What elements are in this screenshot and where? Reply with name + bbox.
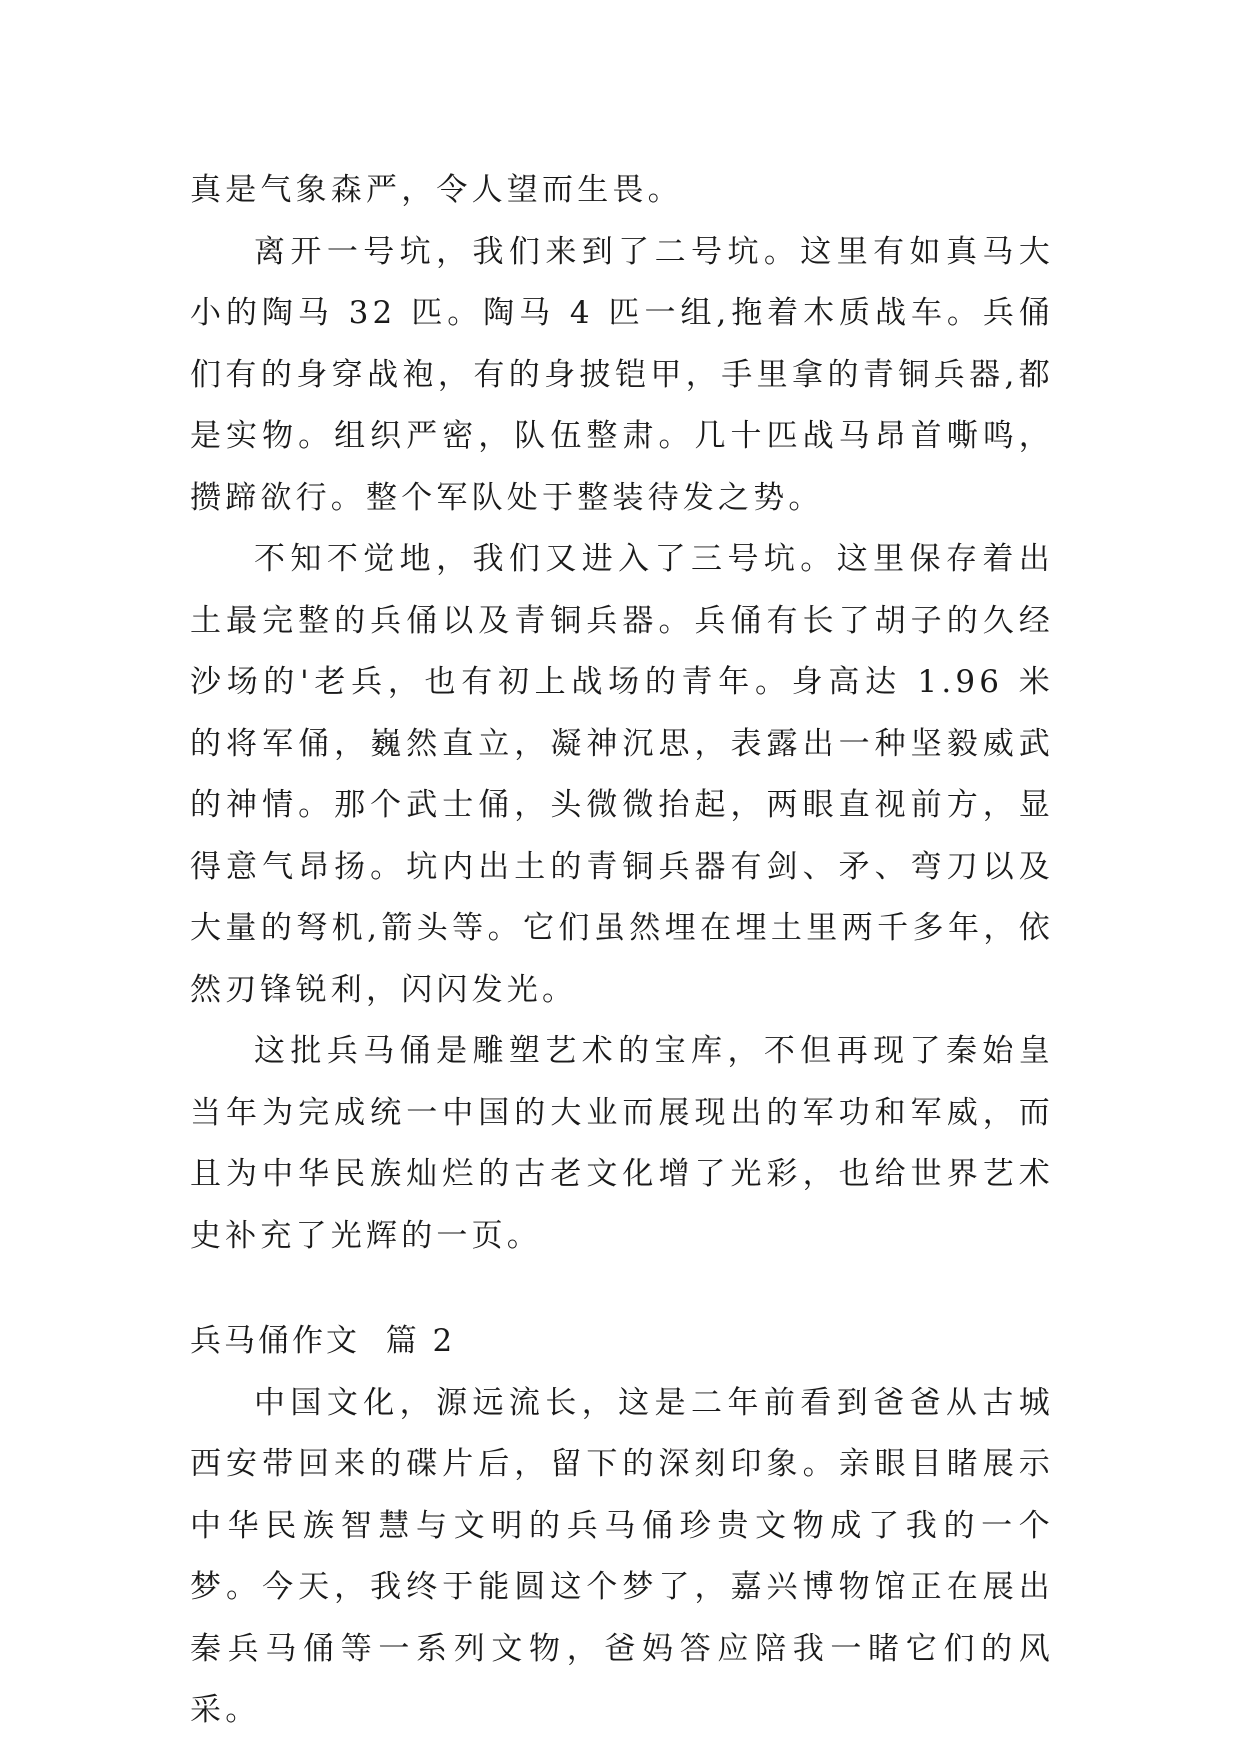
section-heading: 兵马俑作文 篇 2 xyxy=(190,1323,456,1359)
document-page xyxy=(190,160,1054,1742)
section-spacer xyxy=(190,1267,1054,1311)
paragraph-section2-intro: 中国文化，源远流长，这是二年前看到爸爸从古城西安带回来的碟片后，留下的深刻印象。亲眼目睹展示中华民族智慧与文明的兵马俑珍贵文物成了我的一个梦。今天，我终于能圆这个梦了，嘉兴博物馆正在展出秦兵马俑等一系列文物，爸妈答应陪我一睹它们的风采。 xyxy=(190,1384,1054,1728)
paragraph-pit-two: 离开一号坑，我们来到了二号坑。这里有如真马大小的陶马 32 匹。陶马 4 匹一组,拖着木质战车。兵俑们有的身穿战袍，有的身披铠甲，手里拿的青铜兵器,都是实物。组织严密，队伍整肃。几十匹战马昂首嘶鸣，攒蹄欲行。整个军队处于整装待发之势。 xyxy=(190,233,1054,516)
paragraph-continuation: 真是气象森严，令人望而生畏。 xyxy=(190,172,683,208)
paragraph-pit-three: 不知不觉地，我们又进入了三号坑。这里保存着出土最完整的兵俑以及青铜兵器。兵俑有长了胡子的久经沙场的'老兵，也有初上战场的青年。身高达 1.96 米的将军俑，巍然直立，凝神沉思，表露出一种坚毅威武的神情。那个武士俑，头微微抬起，两眼直视前方，显得意气昂扬。坑内出土的青铜兵器有剑、矛、弯刀以及大量的弩机,箭头等。它们虽然埋在埋土里两千多年，依然刃锋锐利，闪闪发光。 xyxy=(190,541,1054,1008)
paragraph-conclusion: 这批兵马俑是雕塑艺术的宝库，不但再现了秦始皇当年为完成统一中国的大业而展现出的军功和军威，而且为中华民族灿烂的古老文化增了光彩，也给世界艺术史补充了光辉的一页。 xyxy=(190,1033,1054,1254)
